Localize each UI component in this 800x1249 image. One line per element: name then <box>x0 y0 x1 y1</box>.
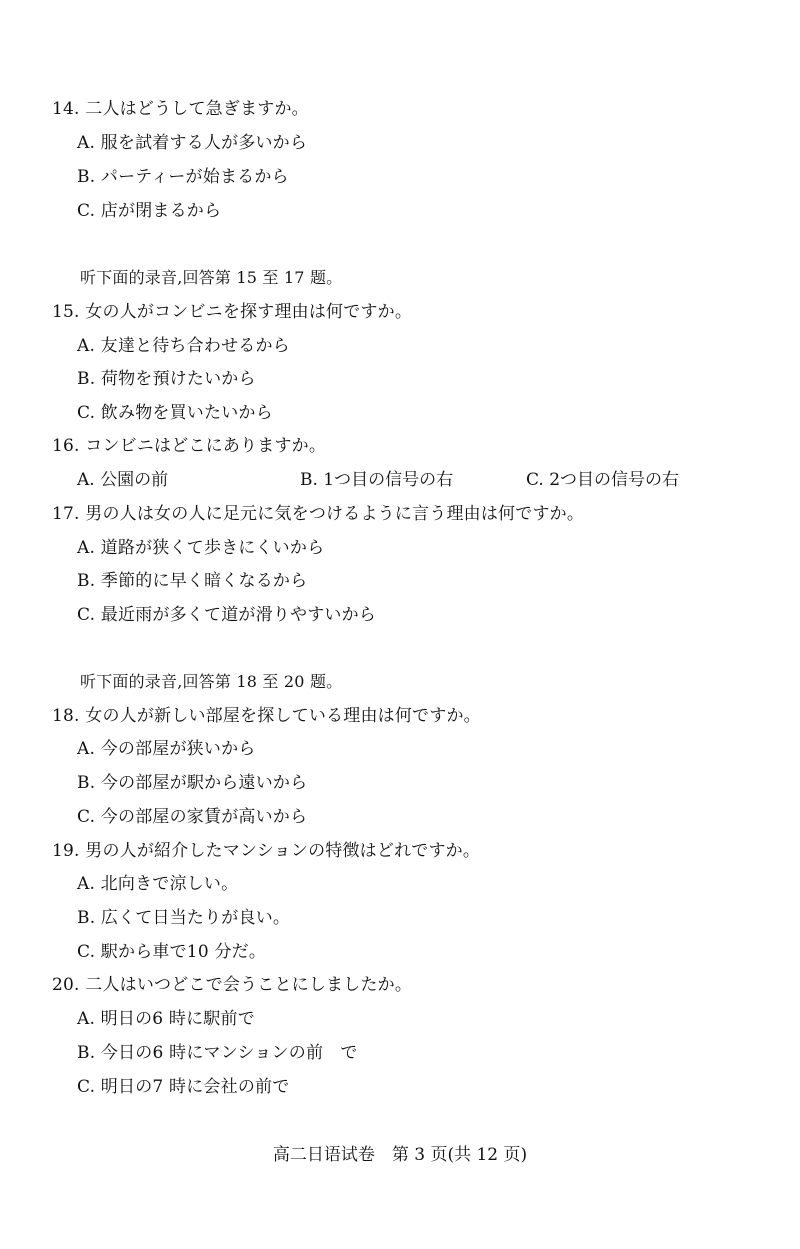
question-20: 20. 二人はいつどこで会うことにしましたか。 <box>52 975 413 995</box>
section-instruction-18-20: 听下面的录音,回答第 18 至 20 题。 <box>80 672 343 691</box>
q17-option-a: A. 道路が狭くて歩きにくいから <box>77 538 325 558</box>
question-15: 15. 女の人がコンビニを探す理由は何ですか。 <box>52 302 413 322</box>
question-17: 17. 男の人は女の人に足元に気をつけるように言う理由は何ですか。 <box>52 504 585 524</box>
q17-option-c: C. 最近雨が多くて道が滑りやすいから <box>77 605 377 625</box>
q15-option-b: B. 荷物を預けたいから <box>77 369 256 389</box>
q16-option-c: C. 2つ目の信号の右 <box>526 470 680 490</box>
q15-option-c: C. 飲み物を買いたいから <box>77 403 273 423</box>
q19-option-b: B. 広くて日当たりが良い。 <box>77 908 291 928</box>
q18-option-a: A. 今の部屋が狭いから <box>77 739 256 759</box>
q14-option-b: B. パーティーが始まるから <box>77 167 289 187</box>
q14-option-a: A. 服を試着する人が多いから <box>77 133 308 153</box>
q16-option-a: A. 公園の前 <box>77 470 169 490</box>
q19-option-a: A. 北向きで涼しい。 <box>77 874 239 894</box>
q18-option-c: C. 今の部屋の家賃が高いから <box>77 807 308 827</box>
q20-option-b: B. 今日の6 時にマンションの前 で <box>77 1043 358 1063</box>
q14-option-c: C. 店が閉まるから <box>77 201 222 221</box>
q20-option-a: A. 明日の6 時に駅前で <box>77 1009 255 1029</box>
q20-option-c: C. 明日の7 時に会社の前で <box>77 1077 290 1097</box>
question-19: 19. 男の人が紹介したマンションの特徴はどれですか。 <box>52 841 481 861</box>
question-14: 14. 二人はどうして急ぎますか。 <box>52 99 309 119</box>
q15-option-a: A. 友達と待ち合わせるから <box>77 336 290 356</box>
q18-option-b: B. 今の部屋が駅から遠いから <box>77 773 308 793</box>
section-instruction-15-17: 听下面的录音,回答第 15 至 17 题。 <box>80 268 343 287</box>
q17-option-b: B. 季節的に早く暗くなるから <box>77 571 308 591</box>
q19-option-c: C. 駅から車で10 分だ。 <box>77 942 267 962</box>
question-16: 16. コンビニはどこにありますか。 <box>52 436 327 456</box>
q16-option-b: B. 1つ目の信号の右 <box>300 470 454 490</box>
question-18: 18. 女の人が新しい部屋を探している理由は何ですか。 <box>52 706 481 726</box>
page-footer: 高二日语试卷 第 3 页(共 12 页) <box>272 1145 528 1165</box>
